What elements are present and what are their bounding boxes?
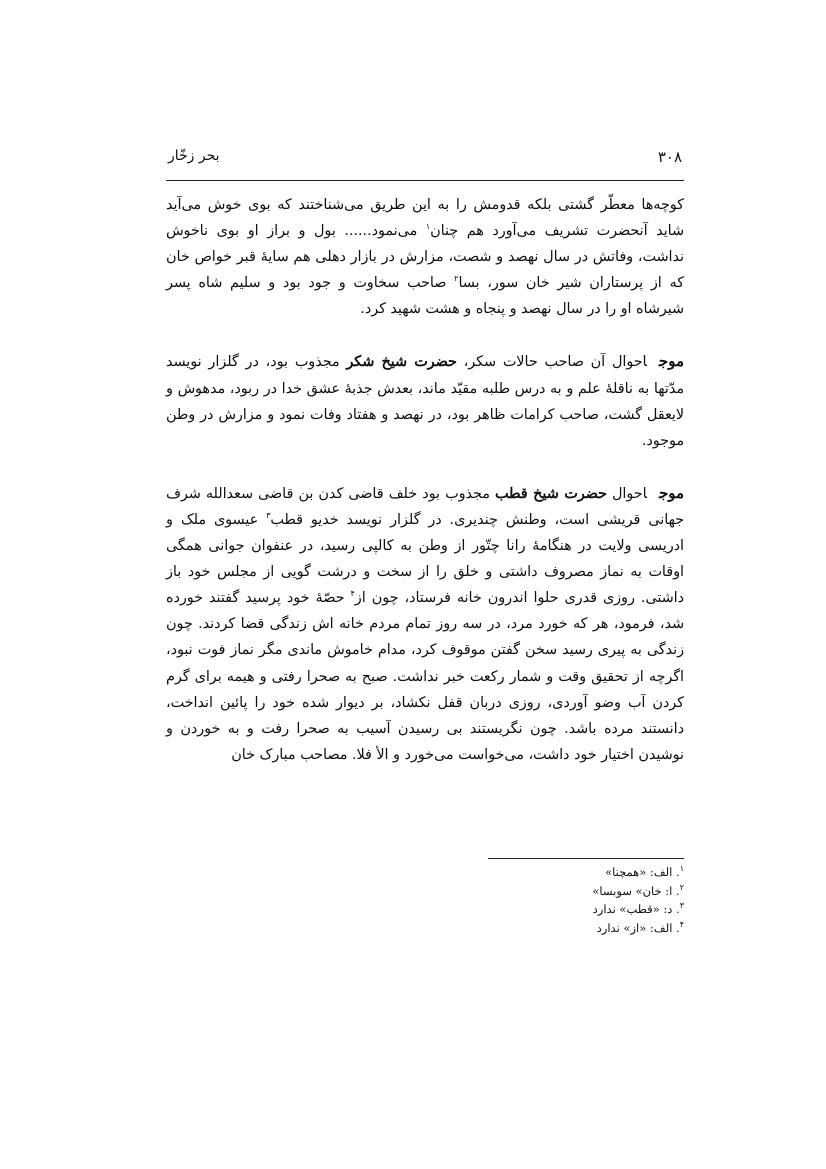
page-number: ۳۰۸ bbox=[657, 148, 682, 166]
footnote-ref-3: ۳ bbox=[266, 511, 271, 521]
footnote-ref-4: ۴ bbox=[350, 589, 355, 599]
mawj-heading: موج bbox=[658, 352, 684, 371]
paragraph-2-text-a: احوال آن صاحب حالات سکر، bbox=[456, 354, 647, 371]
footnotes bbox=[166, 858, 684, 937]
page-header bbox=[166, 146, 684, 181]
running-title: بحر زخّار bbox=[168, 148, 220, 164]
saint-name: حضرت شیخ قطب bbox=[495, 485, 607, 502]
mawj-heading: موج bbox=[658, 483, 684, 502]
footnote-number: ۳ bbox=[679, 901, 684, 911]
paragraph-2 bbox=[166, 348, 684, 453]
footnote-text: . د: «قطب» ندارد bbox=[592, 902, 680, 916]
footnote-text: . الف: «همچنا» bbox=[605, 865, 680, 879]
paragraph-3-text-d: حصّهٔ خود پرسید گفتند خورده شد، فرمود، هر که خورد مرد، در سه روز تمام مردم خانه اش زندگی قضا کردند. چون زندگی به پیری رسید سخن گفتن موقوف کرد، مدام خاموش ماندی مگر نماز فوت نبود، اگرچه از تحقیق وقت و شمار رکعت خبر نداشت. صبح به صحرا رفتی و هیمه برای گرم کردن آب وضو آوردی، روزی دربان قفل نکشاد، بر دیوار شده خود را پائین انداخت، دانستند مرده باشد. چون نگریستند بی رسیدن آسیب به صحرا رفت و به خوردن و نوشیدن اختیار خود داشت، می‌خواست می‌خورد و الأ فلا. مصاحب مبارک خان bbox=[166, 590, 684, 763]
footnote-item bbox=[166, 900, 684, 919]
paragraph-3-text-c: عیسوی ملک و ادریسی ولایت در هنگامهٔ رانا چتّور از وطن به کالپی رسید، در عنفوان جوانی همگی اوقات به نماز مصروف داشتی و خلق را از سخت و درشت گویی از مجلس خود باز داشتی. روزی قدری حلوا اندرون خانه فرستاد، چون از bbox=[166, 511, 684, 607]
paragraph-3-text-b: مجذوب بود خلف قاضی کدن بن قاضی سعدالله شرف جهانی قریشی است، وطنش چندیری. در گلزار نویسد خدیو قطب bbox=[166, 485, 684, 528]
footnote-ref-2: ۲ bbox=[454, 274, 459, 284]
paragraph-2-text-b: مجذوب بود، در گلزار نویسد مدّتها به ناقلهٔ علم و به درس طلبه مقیّد ماند، بعدش جذبهٔ عشق خدا در ربود، مدهوش و لایعقل گشت، صاحب کرامات ظاهر بود، در نهصد و هفتاد وفات نمود و مزارش در وطن موجود. bbox=[166, 354, 684, 449]
paragraph-3 bbox=[166, 480, 684, 768]
footnote-item bbox=[166, 863, 684, 882]
paragraph-3-text-a: احوال bbox=[606, 485, 647, 502]
footnote-item bbox=[166, 919, 684, 938]
paragraph-1-text-a: کوچه‌ها معطّر گشتی بلکه قدومش را به این طریق می‌شناختند که بوی خوش می‌آید شاید آنحضرت تشریف می‌آورد هم چنان bbox=[166, 197, 685, 240]
footnote-text: . الف: «از» ندارد bbox=[596, 920, 680, 935]
footnote-divider bbox=[488, 858, 684, 859]
saint-name: حضرت شیخ شکر bbox=[346, 354, 457, 371]
footnote-ref-1: ۱ bbox=[425, 222, 431, 232]
paragraph-1-text-b: می‌نمود...... بول و براز او بوی ناخوش نداشت، وفاتش در سال نهصد و شصت، مزارش در بازار دهلی هم سایهٔ قبر خواص خان که از پرستاران شیر خان سور، بسا bbox=[166, 223, 684, 292]
paragraph-1 bbox=[166, 192, 684, 322]
footnote-item bbox=[166, 882, 684, 901]
footnote-number: ۲ bbox=[679, 882, 684, 892]
footnote-text: . ا: خان» سوبسا» bbox=[592, 883, 680, 898]
footnote-number: ۴ bbox=[679, 919, 684, 929]
paragraph-1-text-c: صاحب سخاوت و جود بود و سلیم شاه پسر شیرشاه او را در سال نهصد و پنجاه و هشت شهید کرد. bbox=[166, 275, 684, 318]
footnote-number: ۱ bbox=[679, 864, 684, 874]
body-text bbox=[166, 192, 684, 768]
